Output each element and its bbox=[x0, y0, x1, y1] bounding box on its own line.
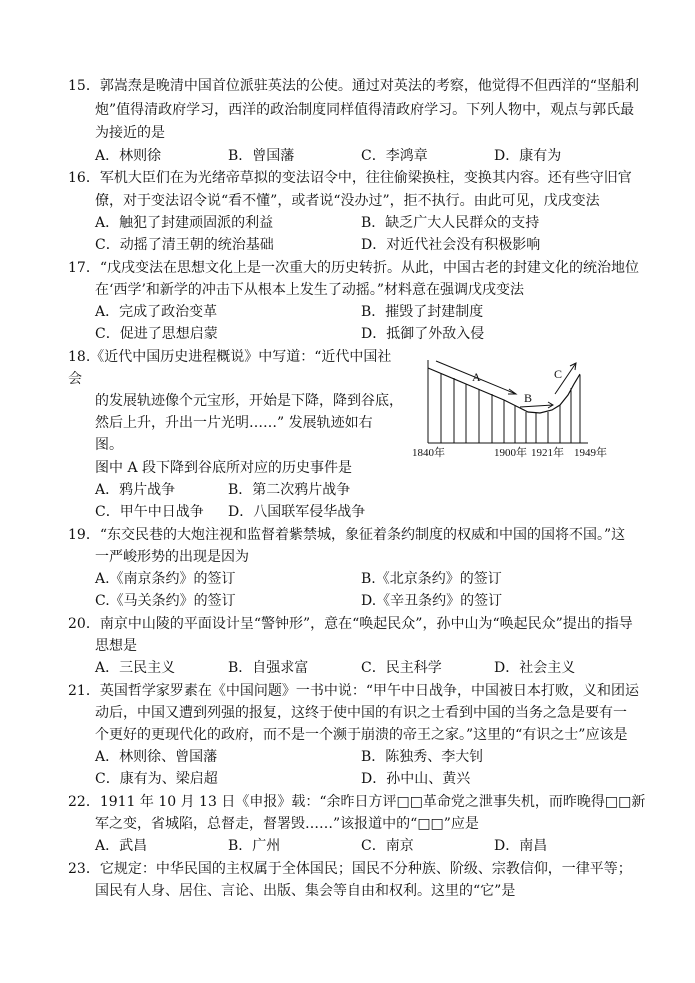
q17-option-c: C．促进了思想启蒙 bbox=[95, 326, 218, 342]
q17-option-a: A．完成了政治变革 bbox=[95, 304, 218, 320]
q18-line-4: 然后上升，升出一片光明……” 发展轨迹如右 bbox=[95, 415, 373, 431]
q18-option-b: B．第二次鸦片战争 bbox=[228, 482, 351, 498]
q20-option-d: D．社会主义 bbox=[494, 660, 576, 676]
q20-option-a: A．三民主义 bbox=[95, 660, 176, 676]
q20-option-b: B．自强求富 bbox=[228, 660, 309, 676]
q19-line-1: 19．“东交民巷的大炮注视和监督着紫禁城，象征着条约制度的权威和中国的国将不国。”这 bbox=[68, 527, 626, 543]
q18-line-2: 会 bbox=[68, 371, 82, 387]
q23-line-1: 23．它规定：中华民国的主权属于全体国民；国民不分种族、阶级、宗教信仰，一律平等； bbox=[68, 861, 632, 877]
trajectory-figure bbox=[408, 352, 613, 460]
q19-option-d: D.《辛丑条约》的签订 bbox=[361, 593, 503, 609]
q18-option-d: D．八国联军侵华战争 bbox=[228, 504, 366, 520]
q16-option-d: D．对近代社会没有积极影响 bbox=[361, 237, 541, 253]
q20-line-2: 思想是 bbox=[95, 638, 137, 654]
q15-option-a: A．林则徐 bbox=[95, 148, 162, 164]
q19-line-2: 一严峻形势的出现是因为 bbox=[95, 549, 249, 565]
q16-line-2: 僚，对于变法诏令说“看不懂”，或者说“没办过”，拒不执行。由此可见，戊戌变法 bbox=[95, 193, 600, 209]
q18-option-a: A．鸦片战争 bbox=[95, 482, 176, 498]
x-tick-label-1949: 1949年 bbox=[574, 447, 607, 459]
q18-line-1: 18.《近代中国历史进程概说》中写道：“近代中国社 bbox=[68, 349, 392, 365]
arrow-b-shaft bbox=[520, 405, 553, 407]
q15-line-1: 15．郭嵩焘是晚清中国首位派驻英法的公使。通过对英法的考察，他觉得不但西洋的“坚船利 bbox=[68, 78, 639, 94]
x-tick-label-1840: 1840年 bbox=[412, 447, 445, 459]
q22-line-1: 22．1911 年 10 月 13 日《申报》载：“余昨日方评□□革命党之泄事失机，而昨晚得□□新 bbox=[68, 794, 646, 810]
q16-line-1: 16．军机大臣们在为光绪帝草拟的变法诏令中，往往偷梁换柱，变换其内容。还有些守旧官 bbox=[68, 170, 632, 186]
q21-option-d: D．孙中山、黄兴 bbox=[361, 771, 471, 787]
segment-label-a: A bbox=[472, 370, 481, 384]
q21-option-b: B．陈独秀、李大钊 bbox=[361, 749, 484, 765]
q21-option-c: C．康有为、梁启超 bbox=[95, 771, 218, 787]
q15-line-2: 炮”值得清政府学习，西洋的政治制度同样值得清政府学习。下列人物中，观点与郭氏最 bbox=[95, 102, 635, 118]
q23-line-2: 国民有人身、居住、言论、出版、集会等自由和权利。这里的“它”是 bbox=[95, 883, 516, 899]
q15-option-d: D．康有为 bbox=[494, 148, 562, 164]
segment-label-c: C bbox=[554, 367, 563, 381]
q19-option-b: B.《北京条约》的签订 bbox=[361, 571, 502, 587]
q18-line-6: 图中 A 段下降到谷底所对应的历史事件是 bbox=[95, 460, 353, 476]
q19-option-a: A.《南京条约》的签订 bbox=[95, 571, 236, 587]
q22-option-d: D．南昌 bbox=[494, 838, 548, 854]
q18-line-5: 图。 bbox=[95, 437, 123, 453]
q17-option-b: B．摧毁了封建制度 bbox=[361, 304, 484, 320]
q21-option-a: A．林则徐、曾国藩 bbox=[95, 749, 218, 765]
q21-line-1: 21．英国哲学家罗素在《中国问题》一书中说：“甲午中日战争，中国被日本打败，义和团运 bbox=[68, 683, 639, 699]
q20-line-1: 20．南京中山陵的平面设计呈“警钟形”，意在“唤起民众”，孙中山为“唤起民众”提出的指导 bbox=[68, 616, 633, 632]
q21-line-2: 动后，中国又遭到列强的报复，这终于使中国的有识之士看到中国的当务之急是要有一 bbox=[95, 705, 627, 721]
q18-line-3: 的发展轨迹像个元宝形，开始是下降，降到谷底， bbox=[95, 393, 403, 409]
q15-line-3: 为接近的是 bbox=[95, 125, 165, 141]
q20-option-c: C．民主科学 bbox=[361, 660, 442, 676]
q19-option-c: C.《马关条约》的签订 bbox=[95, 593, 236, 609]
q16-option-b: B．缺乏广大人民群众的支持 bbox=[361, 215, 540, 231]
q21-line-3: 个更好的更现代化的政府，而不是一个濒于崩溃的帝王之家。”这里的“有识之士”应该是 bbox=[95, 727, 628, 743]
q15-option-c: C．李鸿章 bbox=[361, 148, 428, 164]
x-tick-label-1900: 1900年 bbox=[494, 447, 527, 459]
q22-option-b: B．广州 bbox=[228, 838, 281, 854]
q22-line-2: 军之变，省城陷，总督走，督署毁……”该报道中的“□□”应是 bbox=[95, 816, 479, 832]
q18-option-c: C．甲午中日战争 bbox=[95, 504, 204, 520]
q16-option-a: A．触犯了封建顽固派的利益 bbox=[95, 215, 274, 231]
q17-option-d: D．抵御了外敌入侵 bbox=[361, 326, 485, 342]
x-tick-label-1921: 1921年 bbox=[531, 447, 564, 459]
q22-option-a: A．武昌 bbox=[95, 838, 148, 854]
segment-label-b: B bbox=[524, 391, 533, 405]
q22-option-c: C．南京 bbox=[361, 838, 414, 854]
q16-option-c: C．动摇了清王朝的统治基础 bbox=[95, 237, 274, 253]
q17-line-1: 17．“戊戌变法在思想文化上是一次重大的历史转折。从此，中国古老的封建文化的统治地位 bbox=[68, 260, 639, 276]
q15-option-b: B．曾国藩 bbox=[228, 148, 295, 164]
q17-line-2: 在‘西学’和新学的冲击下从根本上发生了动摇。”材料意在强调戊戌变法 bbox=[95, 282, 525, 298]
